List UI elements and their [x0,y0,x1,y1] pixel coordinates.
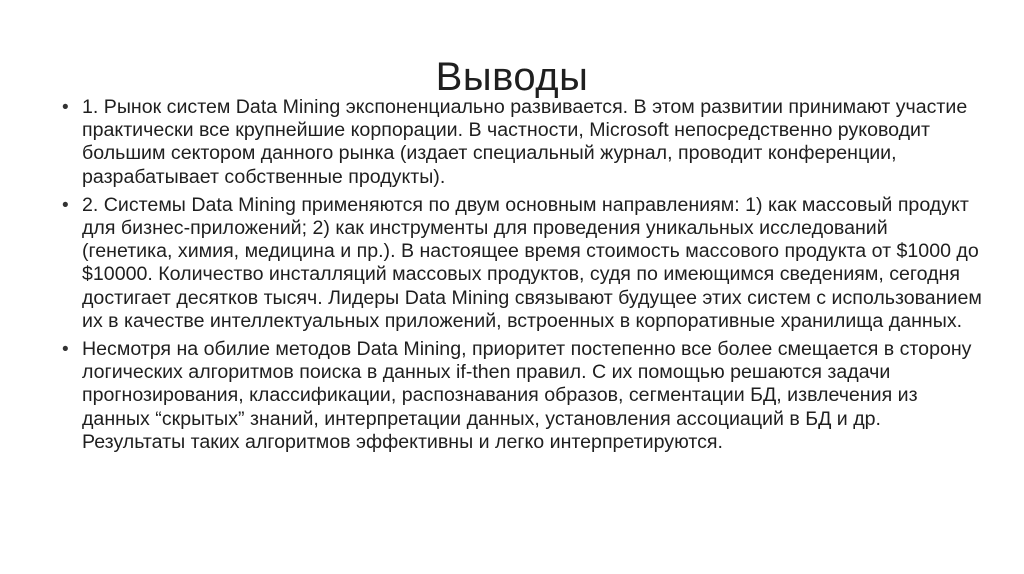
bullet-item-1: • 1. Рынок систем Data Mining экспоненциально развивается. В этом развитии принимают участие практически все крупнейшие корпорации. В частности, Microsoft непосредственно руководит большим сектором данного рынка (издает специальный журнал, проводит конференции, разрабатывает собственные продукты). [62,96,982,189]
bullet-item-3: • Несмотря на обилие методов Data Mining, приоритет постепенно все более смещается в сторону логических алгоритмов поиска в данных if-then правил. С их помощью решаются задачи прогнозирования, классификации, распознавания образов, сегментации БД, извлечения из данных “скрытых” знаний, интерпретации данных, установления ассоциаций в БД и др. Результаты таких алгоритмов эффективны и легко интерпретируются. [62,338,982,454]
bullet-item-2: • 2. Системы Data Mining применяются по двум основным направлениям: 1) как массовый продукт для бизнес-приложений; 2) как инструменты для проведения уникальных исследований (генетика, химия, медицина и пр.). В настоящее время стоимость массового продукта от $1000 до $10000. Количество инсталляций массовых продуктов, судя по имеющимся сведениям, сегодня достигает десятков тысяч. Лидеры Data Mining связывают будущее этих систем с использованием их в качестве интеллектуальных приложений, встроенных в корпоративные хранилища данных. [62,194,982,333]
bullet-list [62,96,982,459]
slide-title: Выводы [435,54,589,99]
